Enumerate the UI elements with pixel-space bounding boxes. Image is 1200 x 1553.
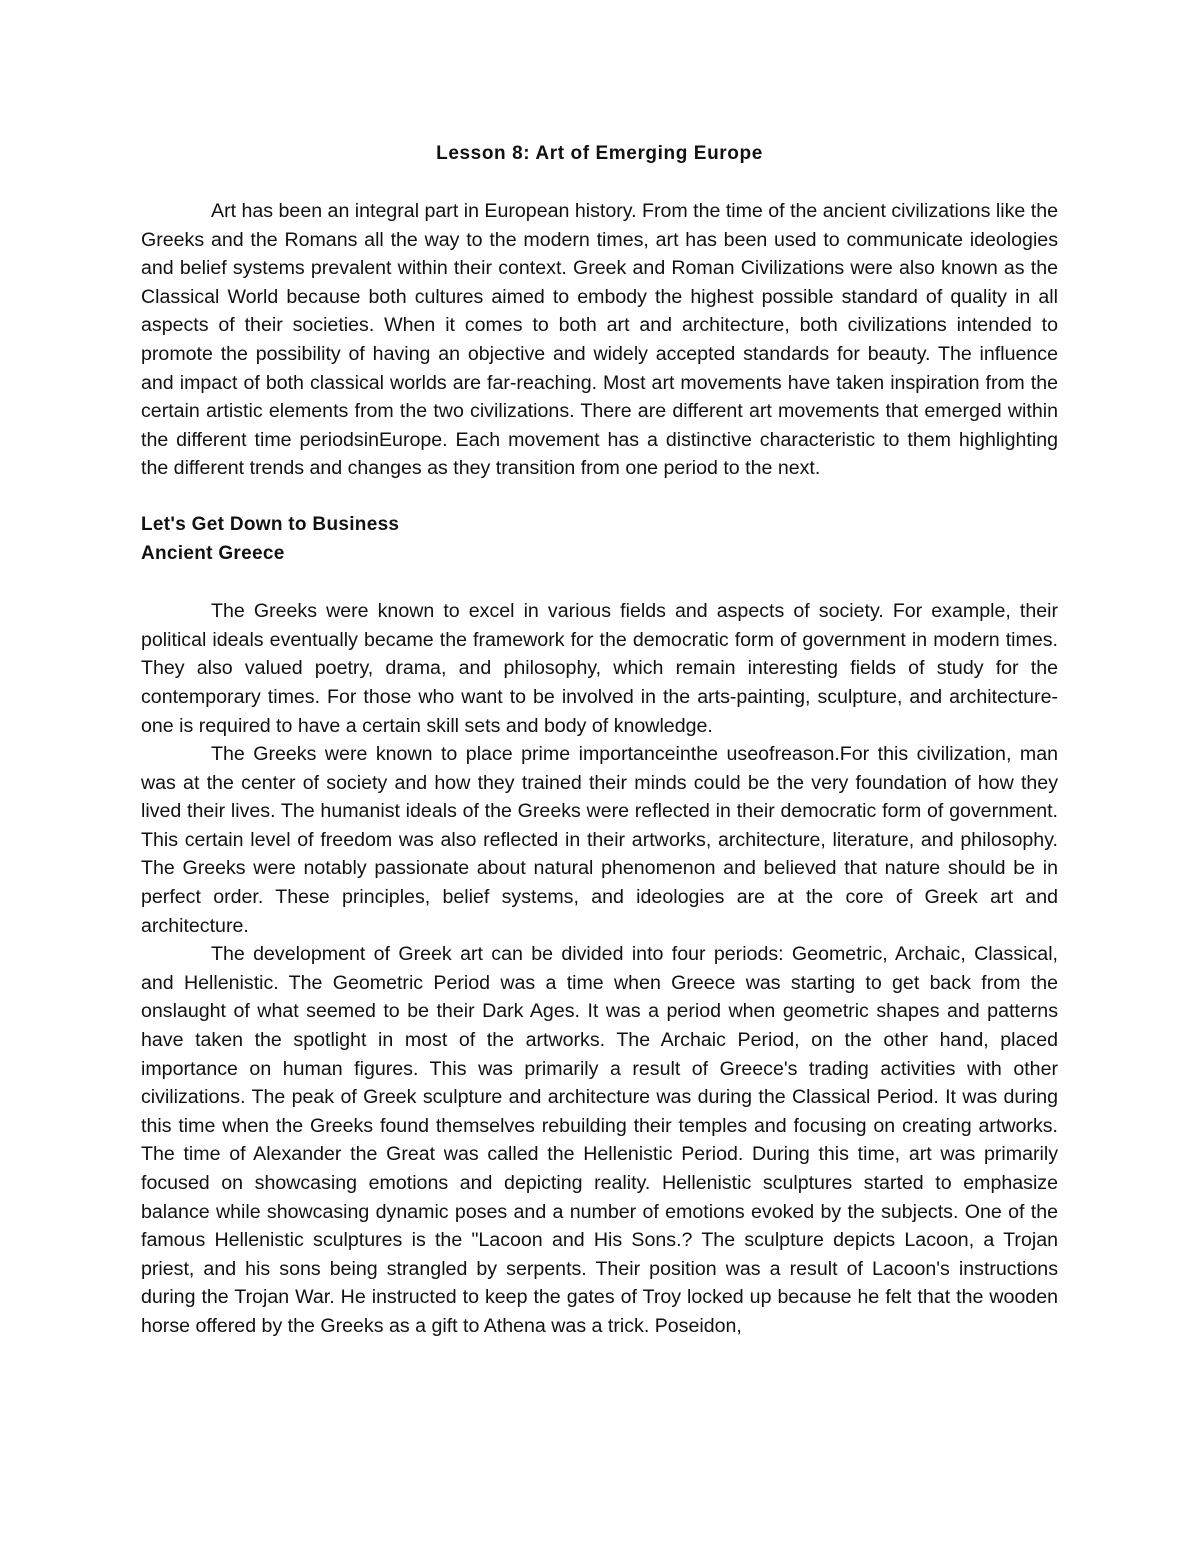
body-paragraph: The Greeks were known to excel in various fields and aspects of society. For example, their political ideals eventually became the framework for the democratic form of government in modern times. They also valued poetry, drama, and philosophy, which remain interesting fields of study for the contemporary times. For those who want to be involved in the arts-painting, sculpture, and architecture-one is required to have a certain skill sets and body of knowledge. bbox=[141, 600, 1058, 737]
document-page bbox=[141, 140, 1058, 1341]
body-paragraph: The development of Greek art can be divided into four periods: Geometric, Archaic, Classical, and Hellenistic. The Geometric Period was a time when Greece was starting to get back from the onslaught of what seemed to be their Dark Ages. It was a period when geometric shapes and patterns have taken the spotlight in most of the artworks. The Archaic Period, on the other hand, placed importance on human figures. This was primarily a result of Greece's trading activities with other civilizations. The peak of Greek sculpture and architecture was during the Classical Period. It was during this time when the Greeks found themselves rebuilding their temples and focusing on creating artworks. The time of Alexander the Great was called the Hellenistic Period. During this time, art was primarily focused on showcasing emotions and depicting reality. Hellenistic sculptures started to emphasize balance while showcasing dynamic poses and a number of emotions evoked by the subjects. One of the famous Hellenistic sculptures is the "Lacoon and His Sons.? The sculpture depicts Lacoon, a Trojan priest, and his sons being strangled by serpents. Their position was a result of Lacoon's instructions during the Trojan War. He instructed to keep the gates of Troy locked up because he felt that the wooden horse offered by the Greeks as a gift to Athena was a trick. Poseidon, bbox=[141, 943, 1058, 1337]
body-paragraph: The Greeks were known to place prime importanceinthe useofreason.For this civilization, man was at the center of society and how they trained their minds could be the very foundation of how they lived their lives. The humanist ideals of the Greeks were reflected in their democratic form of government. This certain level of freedom was also reflected in their artworks, architecture, literature, and philosophy. The Greeks were notably passionate about natural phenomenon and believed that nature should be in perfect order. These principles, belief systems, and ideologies are at the core of Greek art and architecture. bbox=[141, 743, 1058, 937]
subsection-heading: Ancient Greece bbox=[141, 542, 285, 564]
section-heading: Let's Get Down to Business bbox=[141, 513, 400, 535]
document-title: Lesson 8: Art of Emerging Europe bbox=[436, 143, 763, 164]
intro-paragraph: Art has been an integral part in European history. From the time of the ancient civilizations like the Greeks and the Romans all the way to the modern times, art has been used to communicate ideologies and belief systems prevalent within their context. Greek and Roman Civilizations were also known as the Classical World because both cultures aimed to embody the highest possible standard of quality in all aspects of their societies. When it comes to both art and architecture, both civilizations intended to promote the possibility of having an objective and widely accepted standards for beauty. The influence and impact of both classical worlds are far-reaching. Most art movements have taken inspiration from the certain artistic elements from the two civilizations. There are different art movements that emerged within the different time periodsinEurope. Each movement has a distinctive characteristic to them highlighting the different trends and changes as they transition from one period to the next. bbox=[141, 200, 1058, 480]
section-heading-block bbox=[141, 511, 1058, 568]
